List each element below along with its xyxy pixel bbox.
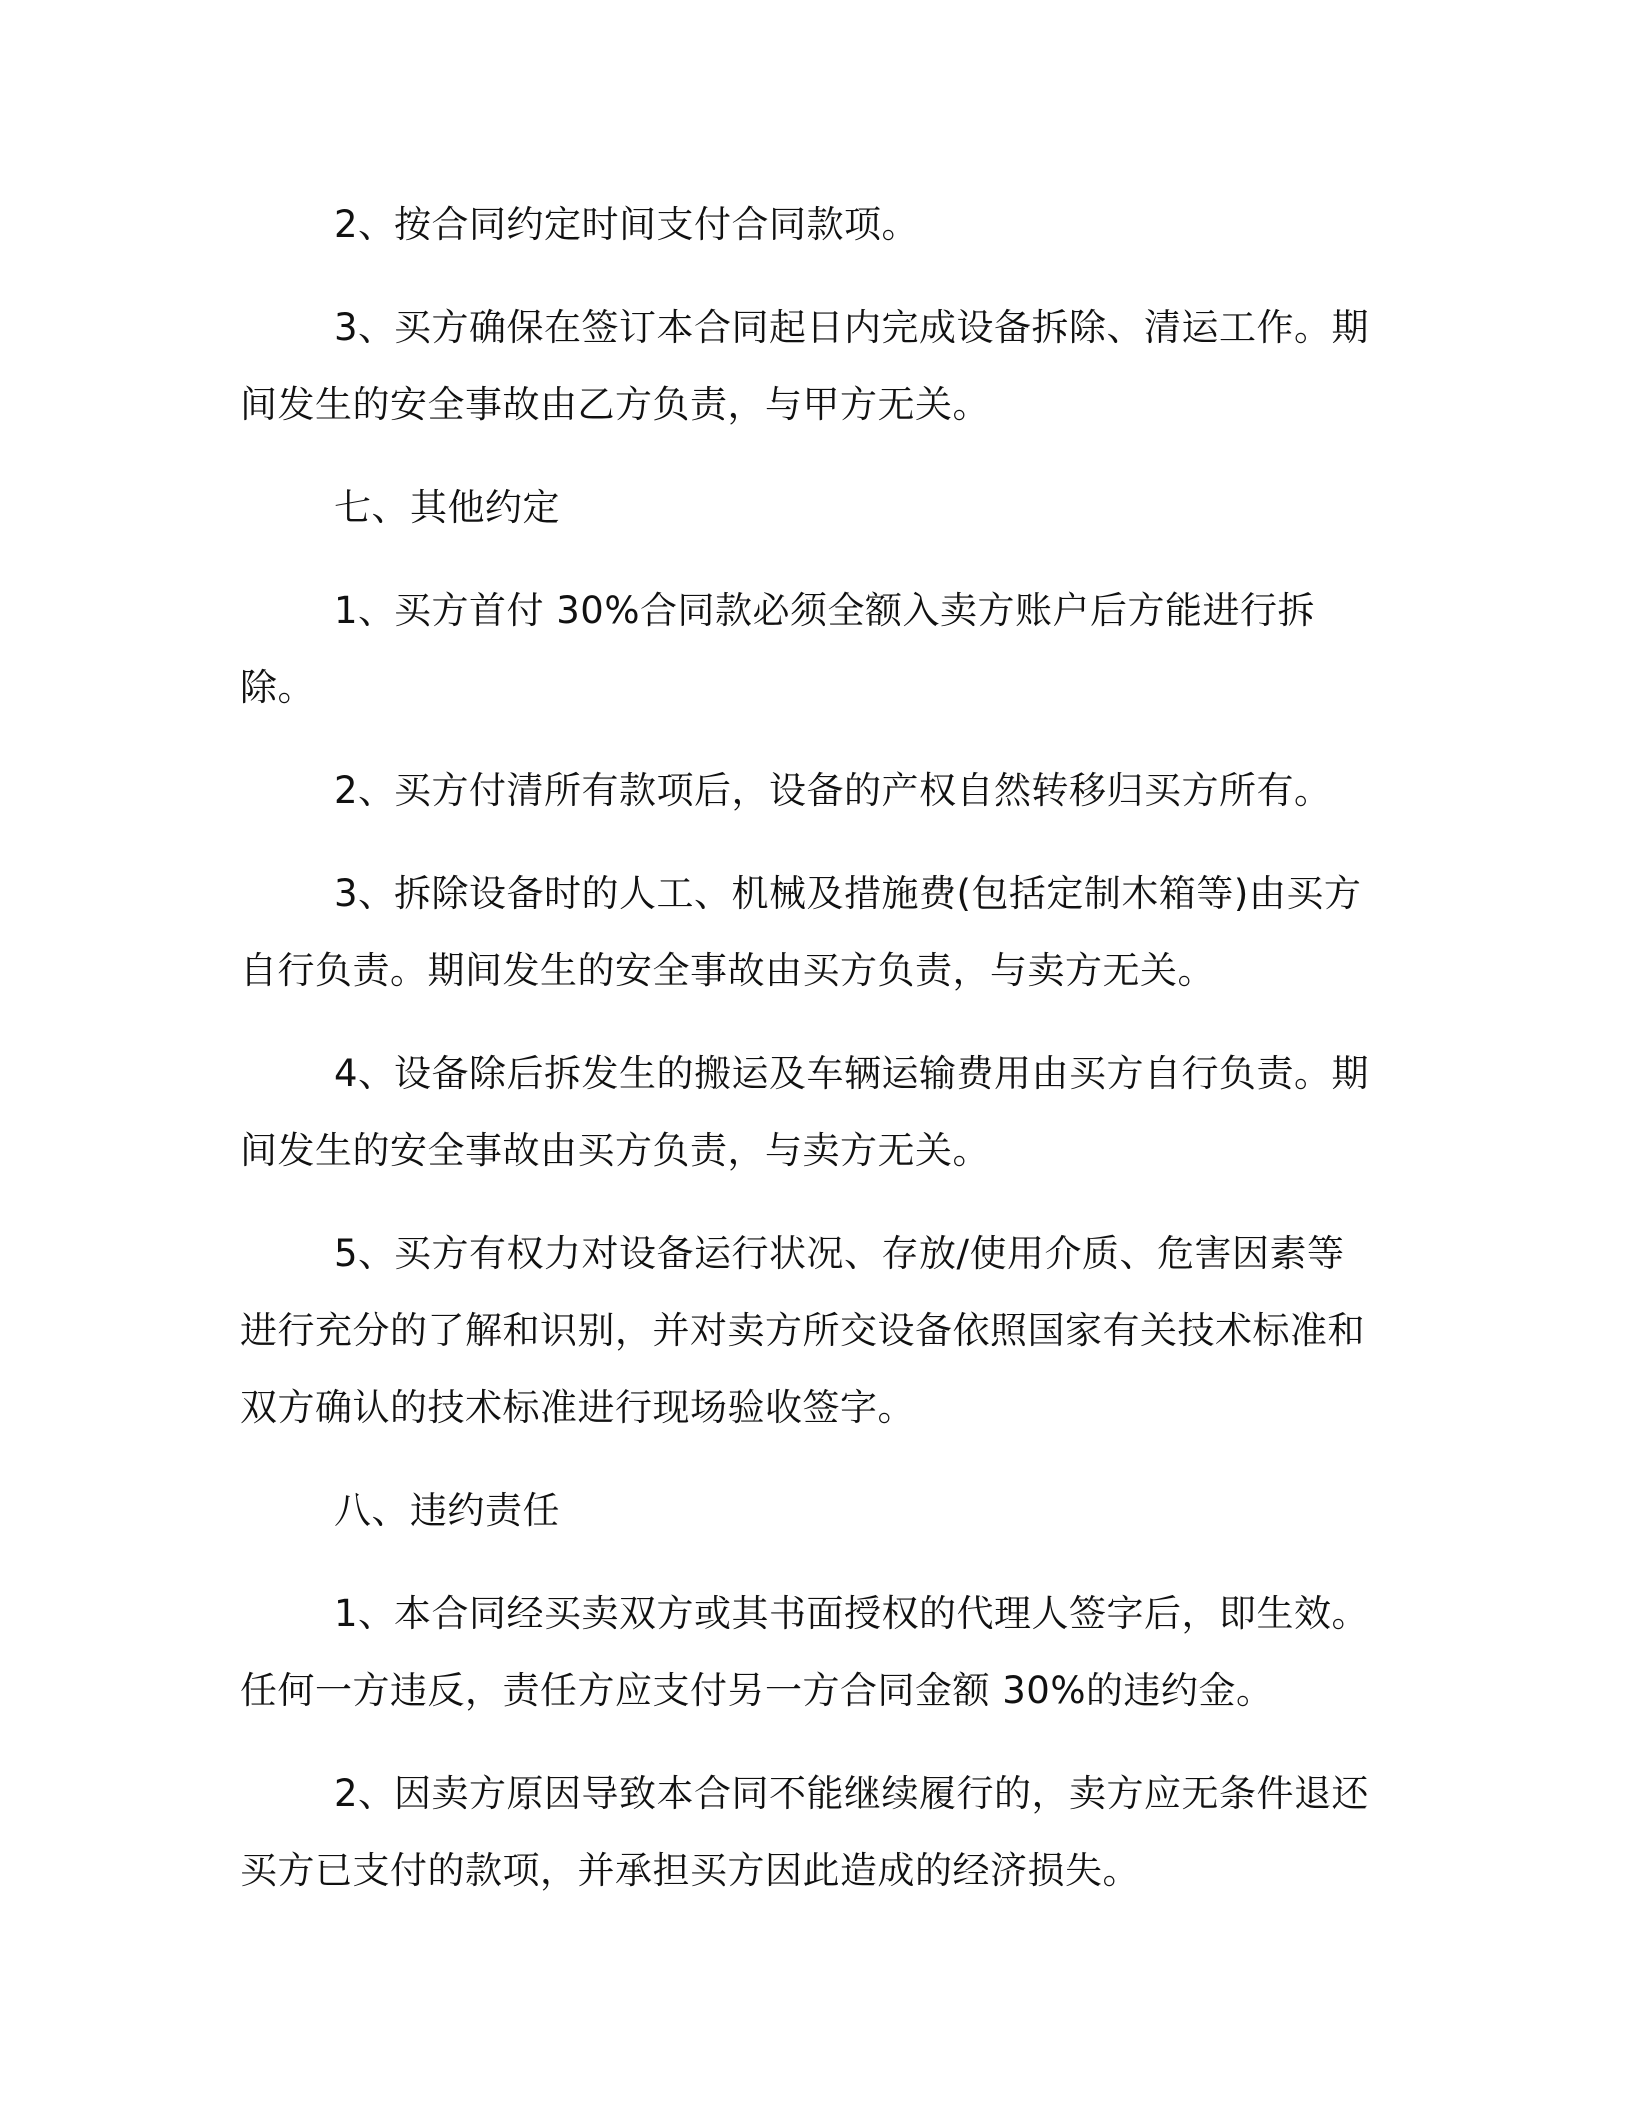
clause-text: 买方首付 30%合同款必须全额入卖方账户后方能进行拆除。 xyxy=(240,589,1315,709)
clause-text: 买方付清所有款项后，设备的产权自然转移归买方所有。 xyxy=(394,769,1332,812)
clause-number: 1、 xyxy=(334,589,396,632)
clause-number: 3、 xyxy=(334,872,396,915)
clause-7-4 xyxy=(240,1035,1378,1189)
clause-7-2 xyxy=(240,752,1378,829)
clause-7-3 xyxy=(240,855,1378,1009)
clause-number: 3、 xyxy=(334,306,396,349)
clause-number: 2、 xyxy=(334,769,396,812)
clause-8-1 xyxy=(240,1575,1378,1729)
clause-7-5 xyxy=(240,1215,1378,1446)
clause-text: 买方确保在签订本合同起日内完成设备拆除、清运工作。期间发生的安全事故由乙方负责，与甲方无关。 xyxy=(240,306,1369,426)
clause-text: 拆除设备时的人工、机械及措施费(包括定制木箱等)由买方自行负责。期间发生的安全事故由买方负责，与卖方无关。 xyxy=(240,872,1362,992)
clause-number: 1、 xyxy=(334,1592,396,1635)
clause-8-2 xyxy=(240,1755,1378,1909)
section-number: 八、 xyxy=(334,1489,409,1532)
section-title: 违约责任 xyxy=(410,1489,560,1532)
section-title: 其他约定 xyxy=(410,486,560,529)
section-number: 七、 xyxy=(334,486,409,529)
section-heading-7 xyxy=(240,469,1378,546)
clause-text: 因卖方原因导致本合同不能继续履行的，卖方应无条件退还买方已支付的款项，并承担买方因此造成的经济损失。 xyxy=(240,1772,1369,1892)
clause-number: 4、 xyxy=(334,1052,396,1095)
document-body xyxy=(240,186,1378,1935)
clause-text: 本合同经买卖双方或其书面授权的代理人签字后，即生效。任何一方违反，责任方应支付另一方合同金额 30%的违约金。 xyxy=(240,1592,1369,1712)
clause-6-3 xyxy=(240,289,1378,443)
clause-text: 买方有权力对设备运行状况、存放/使用介质、危害因素等进行充分的了解和识别，并对卖方所交设备依照国家有关技术标准和双方确认的技术标准进行现场验收签字。 xyxy=(240,1232,1365,1429)
clause-number: 2、 xyxy=(334,1772,396,1815)
clause-number: 5、 xyxy=(334,1232,396,1275)
clause-text: 设备除后拆发生的搬运及车辆运输费用由买方自行负责。期间发生的安全事故由买方负责，与卖方无关。 xyxy=(240,1052,1369,1172)
clause-text: 按合同约定时间支付合同款项。 xyxy=(394,203,919,246)
clause-number: 2、 xyxy=(334,203,396,246)
section-heading-8 xyxy=(240,1472,1378,1549)
clause-7-1 xyxy=(240,572,1378,726)
clause-6-2 xyxy=(240,186,1378,263)
